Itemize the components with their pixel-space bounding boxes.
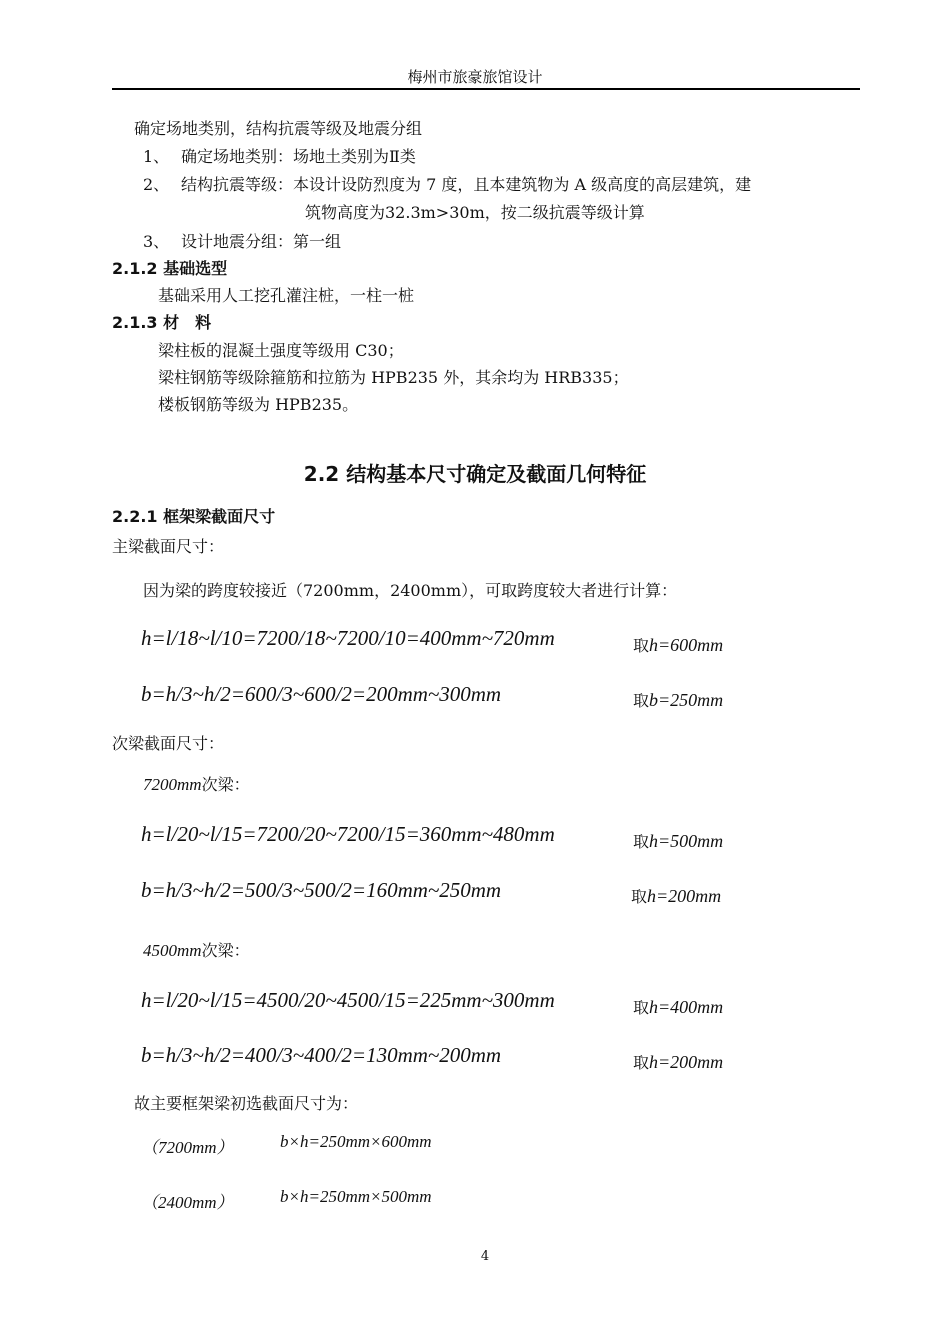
pick-prefix: 取 bbox=[633, 636, 650, 655]
page-number: 4 bbox=[480, 1249, 490, 1264]
section-2-1-2-body: 基础采用人工挖孔灌注桩，一柱一桩 bbox=[158, 286, 415, 305]
header-rule bbox=[112, 88, 860, 90]
section-2-2-1-heading: 2.2.1 框架梁截面尺寸 bbox=[112, 507, 276, 526]
site-item-3-text: 设计地震分组：第一组 bbox=[181, 232, 342, 251]
site-item-1-text: 确定场地类别：场地土类别为Ⅱ类 bbox=[181, 147, 416, 166]
secondary-4500-pick-h bbox=[633, 995, 723, 1018]
size-row-2-size: b×h=250mm×500mm bbox=[280, 1187, 432, 1206]
secondary-beam-4500-title bbox=[143, 938, 250, 961]
pick-prefix: 取 bbox=[633, 1053, 650, 1072]
site-item-2-num: 2、 bbox=[143, 175, 170, 194]
pick-value: h=200mm bbox=[649, 1052, 724, 1072]
secondary-4500-eq-h: h=l/20~l/15=4500/20~4500/15=225mm~300mm bbox=[141, 988, 555, 1012]
main-beam-eq-h: h=l/18~l/10=7200/18~7200/10=400mm~720mm bbox=[141, 626, 555, 650]
main-beam-label: 主梁截面尺寸： bbox=[112, 537, 225, 556]
pick-prefix: 取 bbox=[633, 691, 650, 710]
site-item-2-text: 结构抗震等级：本设计设防烈度为 7 度，且本建筑物为 A 级高度的高层建筑，建 bbox=[181, 175, 752, 194]
section-2-1-2-heading: 2.1.2 基础选型 bbox=[112, 259, 228, 278]
section-2-1-3-heading: 2.1.3 材 料 bbox=[112, 313, 212, 332]
pick-value: h=500mm bbox=[649, 831, 724, 851]
material-line-3: 楼板钢筋等级为 HPB235。 bbox=[158, 395, 359, 414]
material-line-2: 梁柱钢筋等级除箍筋和拉筋为 HPB235 外，其余均为 HRB335； bbox=[158, 368, 629, 387]
secondary-beam-label: 次梁截面尺寸： bbox=[112, 734, 225, 753]
secondary-4500-pick-b bbox=[633, 1050, 723, 1073]
secondary-4500-eq-b: b=h/3~h/2=400/3~400/2=130mm~200mm bbox=[141, 1043, 502, 1067]
site-intro: 确定场地类别，结构抗震等级及地震分组 bbox=[134, 119, 423, 138]
site-item-2-cont: 筑物高度为32.3m>30m，按二级抗震等级计算 bbox=[305, 203, 645, 222]
site-item-3-num: 3、 bbox=[143, 232, 170, 251]
span-suffix: 次梁： bbox=[201, 941, 250, 960]
section-2-2-heading: 2.2 结构基本尺寸确定及截面几何特征 bbox=[303, 462, 647, 486]
pick-value: h=200mm bbox=[647, 886, 722, 906]
span-value: 4500mm bbox=[143, 941, 202, 960]
secondary-7200-eq-b: b=h/3~h/2=500/3~500/2=160mm~250mm bbox=[141, 878, 502, 902]
site-item-1-num: 1、 bbox=[143, 147, 170, 166]
main-beam-eq-b: b=h/3~h/2=600/3~600/2=200mm~300mm bbox=[141, 682, 502, 706]
pick-value: b=250mm bbox=[649, 690, 724, 710]
size-row-2-span: （2400mm） bbox=[141, 1193, 234, 1212]
pick-prefix: 取 bbox=[633, 998, 650, 1017]
size-row-1-size: b×h=250mm×600mm bbox=[280, 1132, 432, 1151]
span-suffix: 次梁： bbox=[201, 775, 250, 794]
page-header-title: 梅州市旅豪旅馆设计 bbox=[407, 68, 543, 86]
pick-prefix: 取 bbox=[631, 887, 648, 906]
main-beam-pick-b bbox=[633, 688, 723, 711]
secondary-beam-7200-title bbox=[143, 772, 250, 795]
main-beam-pick-h bbox=[633, 633, 723, 656]
material-line-1: 梁柱板的混凝土强度等级用 C30； bbox=[158, 341, 404, 360]
summary-line: 故主要框架梁初选截面尺寸为： bbox=[134, 1094, 359, 1113]
span-value: 7200mm bbox=[143, 775, 202, 794]
secondary-7200-pick-h bbox=[633, 829, 723, 852]
secondary-7200-eq-h: h=l/20~l/15=7200/20~7200/15=360mm~480mm bbox=[141, 822, 555, 846]
pick-prefix: 取 bbox=[633, 832, 650, 851]
pick-value: h=600mm bbox=[649, 635, 724, 655]
size-row-1-span: （7200mm） bbox=[141, 1138, 234, 1157]
secondary-7200-pick-b bbox=[631, 884, 721, 907]
main-beam-note: 因为梁的跨度较接近（7200mm，2400mm），可取跨度较大者进行计算： bbox=[143, 581, 678, 600]
pick-value: h=400mm bbox=[649, 997, 724, 1017]
